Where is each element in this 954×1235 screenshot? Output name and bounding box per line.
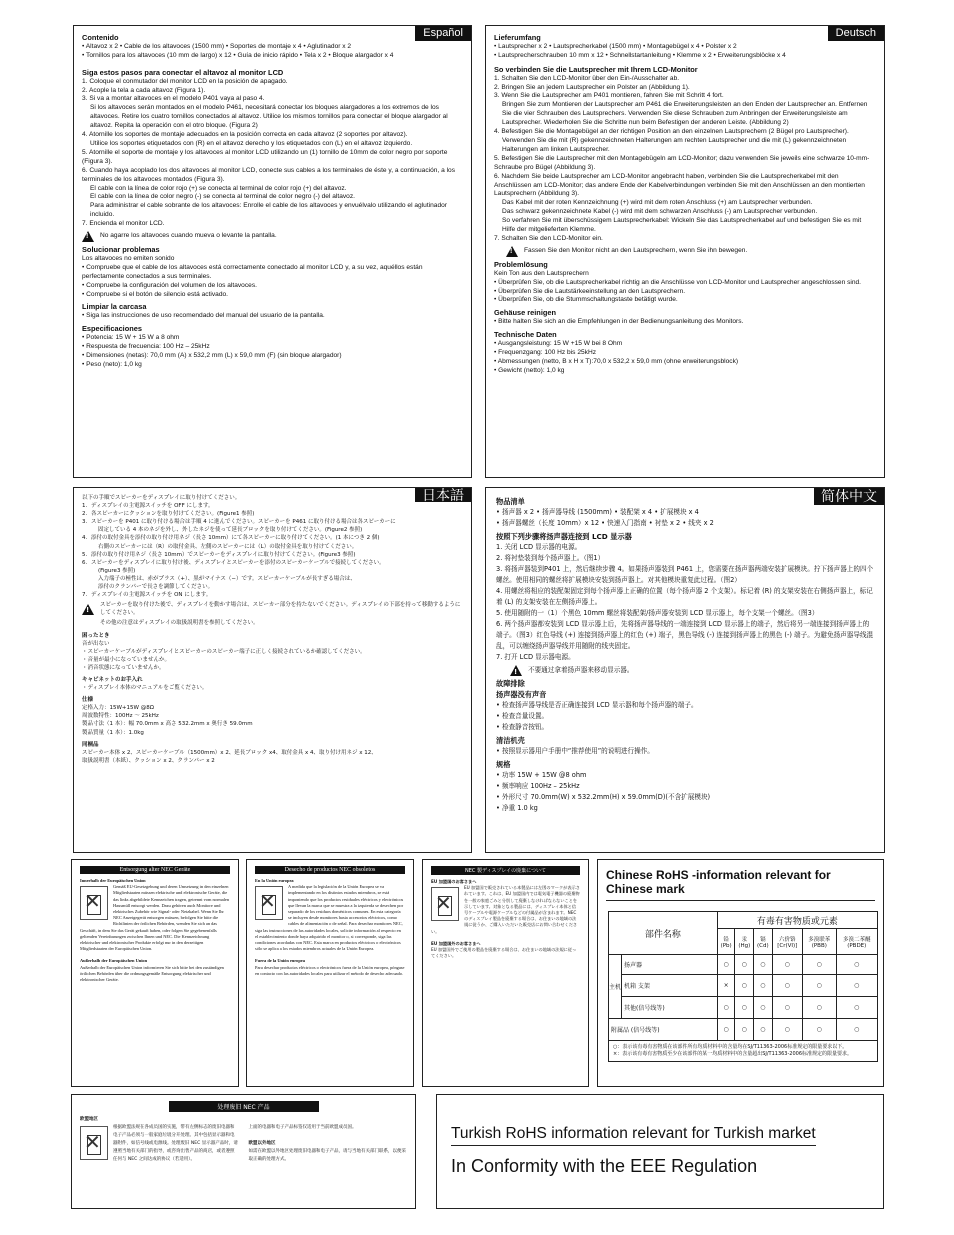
step: 5. Atornille el soporte de montaje y los altavoces al monitor LCD utilizando un (1) tornillo de 10mm de color negro por soporte (Figura 3).: [82, 148, 448, 165]
step: 3．スピーカーを P401 に取り付ける場合は手順 4 に進んでください。スピーカーを P461 に取り付ける場合は各スピーカーに: [82, 519, 396, 526]
substance-header: 多溴联苯 (PBB): [803, 929, 836, 955]
spec-line: • Potencia: 15 W + 15 W a 8 ohm: [82, 334, 180, 342]
intro: 以下の手順でスピーカーをディスプレイに取り付けてください。: [82, 495, 241, 501]
contents-line: • Lautsprecher x 2 • Lautsprecherkabel (1500 mm) • Montagebügel x 4 • Polster x 2: [494, 42, 737, 50]
clean-heading: Limpiar la carcasa: [82, 302, 147, 312]
substance-heading: 有毒有害物质或元素: [717, 912, 877, 929]
contents-line: • 扬声器 x 2 • 扬声器导线 (1500mm) • 装配架 x 4 • 扩展模块 x 4: [496, 508, 699, 516]
disposal-text: 根据欧盟法规在各成员国的实施，带有左侧标志的废旧电器和电子产品必须与一般家庭垃圾分开处理。其中包括显示器和电器附件，如信号线或电源线。处理废旧 NEC 显示器产品时，请遵照当地有关部门的指导，或咨询出售产品的商店，或者遵照任何与 NEC 之间达成的协议（若适用）。: [113, 1125, 238, 1162]
disposal-de-panel: [71, 859, 239, 1087]
disposal-text: EU 加盟国で販売されている本製品には左図のマークが表示されています。これは、EU 加盟国内では電気電子機器の廃棄物を一般の家庭ごみと分別して廃棄しなければならないことを示しています。対象となる製品には、ディスプレイ本体と信号ケーブルや電源ケーブルなどの付属品が含まれます。NEC のディスプレイ製品を廃棄する場合は、お住まいの地域の法規に従うか、ご購入いただいた販売店にお問い合わせください。: [431, 885, 580, 934]
step: 2. 将衬垫装到每个扬声器上。（图1）: [496, 554, 605, 562]
mark: ○: [754, 1019, 772, 1041]
disposal-text: EU 加盟国外でご使用の製品を廃棄する場合は、お住まいの地域の法規に従ってください。: [431, 947, 577, 959]
spec-line: • 频率响应 100Hz – 25kHz: [496, 782, 580, 790]
warning-icon: [510, 665, 522, 676]
row-name: 机箱 支架: [622, 975, 718, 997]
substance-header: 镉 (Cd): [754, 929, 772, 955]
disposal-title: NEC 製ディスプレイの廃棄について: [431, 866, 580, 875]
language-tag-ja: 日本語: [415, 488, 471, 502]
row-name: 其他(信号线等): [622, 997, 718, 1019]
disposal-subheading: Fuera de la Unión europea: [255, 958, 305, 964]
step: 4. Atornille los soportes de montaje adecuados en la posición correcta en cada altavoz (2 soportes por altavoz).: [82, 131, 408, 139]
mark: ○: [735, 997, 754, 1019]
mark: ○: [836, 997, 877, 1019]
disposal-subheading: Außerhalb der Europäischen Union: [80, 958, 148, 964]
warning-text: スピーカーを取り付けた後で、ディスプレイを動かす場合は、スピーカー部分を持たないでください。ディスプレイの下部を持って移動するようにしてください。: [100, 602, 461, 617]
step: 7. 打开 LCD 显示器电源。: [496, 653, 575, 661]
contents-heading: Lieferumfang: [494, 33, 541, 42]
spec-line: 製品質量（1 本）：1.0kg: [82, 729, 144, 736]
disposal-title: Desecho de productos NEC obsoletos: [255, 866, 405, 874]
trouble-heading: 困ったとき: [82, 632, 110, 639]
clean-heading: キャビネットのお手入れ: [82, 676, 143, 683]
mark: ○: [717, 955, 735, 975]
mark: ○: [803, 1019, 836, 1041]
mark: ○: [754, 975, 772, 997]
warning-text: Fassen Sie den Monitor nicht an den Lautsprechern, wenn Sie ihn bewegen.: [524, 246, 748, 254]
mark: ○: [836, 975, 877, 997]
disposal-subheading: 欧盟地区: [80, 1117, 98, 1122]
warning-icon: [82, 604, 94, 615]
note: その他の注意はディスプレイの取扱説明書を参照してください。: [100, 620, 259, 627]
disposal-text: Gemäß EU-Gesetzgebung und deren Umsetzung in den einzelnen Mitgliedstaaten müssen elektrische und elektronische Geräte, die das links abgebildete Kennzeichen tragen, getrennt vom normalen Hausmüll entsorgt werden. Dazu gehören auch Monitore und elektrisches Zubehör wie Signal- oder Netzkabel. Wenn Sie Ihr NEC Anzeigegerät entsorgen müssen, befolgen Sie bitte die Richtlinien der örtlichen Behörden, wenden Sie sich an das Geschäft, in dem Sie das Gerät gekauft haben, oder folgen Sie gegebenenfalls geltenden Vereinbarungen zwischen Ihnen und NEC. Die Kennzeichnung elektrischer und elektronischer Produkte erfolgt nur in den derzeitigen Mitgliedstaaten der Europäischen Union.: [80, 884, 230, 952]
trouble-line: • Überprüfen Sie, ob die Stummschaltungstaste betätigt wurde.: [494, 296, 678, 304]
mark: ○: [735, 975, 754, 997]
row-name: 附属品 (信号线等): [609, 1019, 718, 1041]
step: 1. Coloque el conmutador del monitor LCD en la posición de apagado.: [82, 77, 288, 85]
disposal-subheading: EU 加盟国外のお客さまへ: [431, 940, 481, 946]
rohs-note: ×：表示该有毒有害物质至少在该部件的某一均质材料中的含量超出SJ/T11363-2006标准规定的限量要求。: [613, 1051, 853, 1057]
disposal-es-panel: [246, 859, 414, 1087]
step: 6. Cuando haya acoplado los dos altavoces al monitor LCD, conecte sus cables a los terminales de éste y, a continuación, a los terminales de los altavoces montados (Figura 3).: [82, 166, 456, 183]
spec-line: • 功率 15W + 15W @8 ohm: [496, 771, 587, 779]
warning-text: 不要通过拿着扬声器来移动显示器。: [528, 666, 634, 674]
trouble-line: • 检查静音按钮。: [496, 723, 549, 731]
spec-heading: Technische Daten: [494, 330, 557, 340]
warning-icon: [82, 231, 94, 242]
language-tag-zh: 简体中文: [814, 488, 884, 505]
warning: [82, 601, 463, 617]
warning-icon: [506, 246, 518, 257]
crossed-bin-icon: [255, 886, 283, 920]
step-detail: El cable con la línea de color negro (-) se conecta al terminal de color negro (-) del altavoz.: [90, 193, 355, 201]
step: 3. Si va a montar altavoces en el modelo P401 vaya al paso 4.: [82, 95, 265, 103]
trouble-line: ・音量が最小になっていませんか。: [82, 656, 171, 663]
disposal-title: Entsorgung alter NEC Geräte: [80, 866, 230, 874]
mark: ○: [836, 955, 877, 975]
disposal-text: A medida que la legislación de la Unión Europea se va implementando en los distintos estados miembros, se está imponiendo que los productos residuales eléctricos y electrónicos que llevan la marca que se muestra a la izquierda se desechen por separado de los residuos domésticos comunes. En esta categoría se incluyen desde monitores hasta accesorios eléctricos, como cables de alimentación o de señal. Para desechar monitores NEC, siga las instrucciones de las autoridades locales, solicite información al respecto en el establecimiento donde haya adquirido el monitor o, si corresponde, siga las condiciones acordadas con NEC. Esta marca en productos eléctricos o electrónicos sólo se aplica a los estados miembros actuales de la Unión Europea.: [255, 884, 404, 952]
trouble-line: 音が出ない: [82, 640, 110, 647]
row-name: 扬声器: [622, 955, 718, 975]
step-detail: Si los altavoces serán montados en el modelo P461, necesitará conectar los bloques alargadores a los extremos de los altavoces. Retire los cuatro tornillos conectados al altavoz. Utilice los mismos tornillos para conectar el bloque alargador al altavoz. Repita la operación con el otro bloque. (Figura 2): [90, 104, 448, 130]
step: 5．添付の取り付け用ネジ（長さ 10mm）でスピーカーをディスプレイに取り付けてください。(Figure3 参照): [82, 551, 356, 558]
spec-line: 周波数特性：100Hz ～ 25kHz: [82, 713, 159, 720]
contents-line: 取扱説明書（本紙）、クッション x 2、クランパー x 2: [82, 757, 215, 764]
disposal-ja-panel: [422, 859, 589, 1087]
trouble-line: • Compruebe que el cable de los altavoces está correctamente conectado al monitor LCD y, a su vez, aquéllos están perfectamente conectados a sus terminales.: [82, 263, 423, 280]
rohs-table: [608, 911, 878, 1062]
step: 7．ディスプレイの主電源スイッチを ON にします。: [82, 592, 212, 599]
spec-line: • Gewicht (netto): 1,0 kg: [494, 366, 565, 374]
step: 5. 使用随附的一（1）个黑色 10mm 螺丝将装配架/扬声器安装到 LCD 显示器上，每个支架一个螺丝。（图3）: [496, 609, 819, 617]
language-tag-es: Español: [415, 26, 471, 41]
warning: [496, 665, 874, 676]
mark: ○: [717, 997, 735, 1019]
step: 7. Encienda el monitor LCD.: [82, 220, 165, 228]
warning: [494, 246, 876, 257]
step: 2. Bringen Sie an jedem Lautsprecher ein Polster an (Abbildung 1).: [494, 83, 690, 91]
trouble-line: ・スピーカーケーブルがディスプレイとスピーカーのスピーカー端子に正しく接続されているか確認してください。: [82, 648, 366, 655]
disposal-text: Außerhalb der Europäischen Union informieren Sie sich bitte bei den zuständigen örtlichen Behörden über die ordnungsgemäße Entsorgung elektrischer und elektronischer Geräte.: [80, 964, 224, 983]
spec-heading: 规格: [496, 760, 511, 769]
trouble-line: ・消音状態になっていませんか。: [82, 664, 165, 671]
rohs-tr-line: In Conformity with the EEE Regulation: [451, 1156, 758, 1176]
disposal-body: [72, 874, 238, 987]
trouble-heading: 故障排除: [496, 679, 525, 688]
mark: ○: [803, 955, 836, 975]
contents-heading: Contenido: [82, 33, 119, 42]
contents-line: • 扬声器螺丝（长度 10mm）x 12 • 快速入门指南 • 衬垫 x 2 • 线夹 x 2: [496, 519, 714, 527]
step: 3. Wenn Sie die Lautsprecher am P401 montieren, fahren Sie mit Schritt 4 fort.: [494, 92, 724, 100]
step-detail: 右側のスピーカーには（R）の取付金具、左側のスピーカーには（L）の取付金具を取り付けてください。: [98, 543, 358, 550]
spec-line: • Frequenzgang: 100 Hz bis 25kHz: [494, 349, 597, 356]
rohs-tr-title: Turkish RoHS information relevant for Turkish market: [451, 1125, 816, 1146]
disposal-subheading: EU 加盟国のお客さまへ: [431, 879, 477, 884]
contents-line: • Tornillos para los altavoces (10 mm de largo) x 12 • Guía de inicio rápido • Tela x 2 • Bloque alargador x 4: [82, 51, 394, 59]
mark: ○: [772, 1019, 803, 1041]
disposal-subheading: En la Unión europea: [255, 878, 294, 883]
mark: ×: [717, 975, 735, 997]
trouble-line: • Compruebe si el botón de silencio está activado.: [82, 290, 228, 298]
disposal-text: 如需在欧盟以外地区处理废旧电器和电子产品，请与当地有关部门联系，以便采取正确的处理方式。: [248, 1149, 406, 1162]
clean-line: ・ディスプレイ本体のマニュアルをご覧ください。: [82, 685, 208, 692]
step-detail: 固定している 4 本のネジを外し、外したネジを使って延長ブロックを取り付けてください。(Figure2 参照): [98, 527, 363, 534]
mark: ○: [735, 955, 754, 975]
rohs-cn-title: Chinese RoHS -information relevant for Chinese mark: [606, 868, 875, 901]
trouble-line: Los altavoces no emiten sonido: [82, 254, 175, 262]
step-detail: Para administrar el cable sobrante de los altavoces: Enrolle el cable de los altavoces y envuélvalo utilizando el aglutinador incluido.: [90, 202, 448, 219]
step-detail: So verfahren Sie mit überschüssigem Lautsprecherkabel: Wickeln Sie das Lautsprecherkabel auf und befestigen Sie es mit Hilfe der mitgelieferten Klemme.: [502, 217, 862, 234]
rohs-tr-panel: [436, 1094, 884, 1209]
step: 1. 关闭 LCD 显示器的电源。: [496, 543, 582, 551]
spanish-panel: [73, 25, 472, 478]
contents-heading: 物品清单: [496, 497, 525, 506]
substance-header: 六价铬 [Cr(VI)]: [772, 929, 803, 955]
disposal-subheading: Innerhalb der Europäischen Union: [80, 878, 146, 883]
group-label: 主机: [609, 955, 622, 1019]
clean-line: • Bitte halten Sie sich an die Empfehlungen in der Bedienungsanleitung des Monitors.: [494, 318, 744, 326]
trouble-subheading: 扬声器没有声音: [496, 690, 547, 699]
clean-heading: Gehäuse reinigen: [494, 308, 557, 318]
disposal-body: [247, 874, 413, 981]
crossed-bin-icon: [80, 886, 108, 920]
warning: [82, 231, 463, 242]
spec-line: 製品寸法（1 本）：幅 70.0mm x 高さ 532.2mm x 奥行き 59.0mm: [82, 721, 253, 728]
step: 2．各スピーカーにクッションを取り付けてください。(Figure1 参照): [82, 511, 255, 518]
crossed-bin-icon: [431, 887, 459, 921]
disposal-subheading: 欧盟以外地区: [248, 1141, 276, 1146]
disposal-cn-panel: [71, 1094, 416, 1209]
german-panel: [485, 25, 885, 478]
step-detail: (Figure3 参照): [98, 567, 136, 574]
mark: ○: [772, 975, 803, 997]
spec-line: • Abmessungen (netto, B x H x T):70,0 x 532,2 x 59,0 mm (ohne erweiterungsblock): [494, 357, 739, 365]
spec-heading: Especificaciones: [82, 324, 142, 334]
rohs-cn-panel: [597, 859, 884, 1087]
mark: ○: [754, 955, 772, 975]
step-detail: Das Kabel mit der roten Kennzeichnung (+) wird mit dem roten Anschluss (+) am Lautsprecher verbunden.: [502, 199, 813, 207]
step-detail: 添付のクランパーで長さを調節してください。: [98, 584, 214, 591]
trouble-line: • 检查音量设置。: [496, 712, 549, 720]
contents-line: • Lautsprecherschrauben 10 mm x 12 • Schnellstartanleitung • Klemme x 2 • Erweiterungsblöcke x 4: [494, 51, 786, 59]
contents-line: • Altavoz x 2 • Cable de los altavoces (1500 mm) • Soportes de montaje x 4 • Aglutinador x 2: [82, 42, 352, 50]
clean-line: • 按照显示器用户手册中“推荐使用”的说明进行操作。: [496, 747, 654, 755]
trouble-line: • Überprüfen Sie, ob die Lautsprecherkabel richtig an die Anschlüsse von LCD-Monitor und Lautsprecher angeschlossen sind.: [494, 278, 862, 286]
disposal-body: [423, 875, 588, 963]
trouble-line: • 检查扬声器导线是否正确连接到 LCD 显示器和每个扬声器的端子。: [496, 701, 698, 709]
spec-line: • 净重 1.0 kg: [496, 804, 538, 812]
mark: ○: [735, 1019, 754, 1041]
part-header: 部件名称: [609, 912, 718, 955]
step: 4. 用螺丝将相应的装配架固定到每个扬声器上正确的位置（每个扬声器 2 个支架）。标记着 (R) 的支架安装在右侧扬声器上，标记着 (L) 的支架安装在左侧扬声器上。: [496, 587, 873, 606]
mark: ○: [717, 1019, 735, 1041]
step: 1. Schalten Sie den LCD-Monitor über den Ein-/Ausschalter ab.: [494, 74, 680, 82]
step-detail: Bringen Sie zum Montieren der Lautsprecher am P461 die Erweiterungsleisten an den Enden der Lautsprecher an. Entfernen Sie die vier Schrauben des Lautsprechers. Verwenden Sie diese Schrauben zum Anbringen der Erweiterungsleiste am Lautsprecher. Wiederholen Sie die Schritte nun beim Befestigen der anderen Leiste. (Abbildung 2): [502, 101, 868, 127]
step-detail: Utilice los soportes etiquetados con (R) en el altavoz derecho y los etiquetados con (L) en el altavoz izquierdo.: [90, 139, 413, 147]
disposal-text: 上面的电器和电子产品标签仅适用于当前欧盟成员国。: [248, 1125, 357, 1130]
mark: ○: [836, 1019, 877, 1041]
warning-text: No agarre los altavoces cuando mueva o levante la pantalla.: [100, 232, 277, 240]
disposal-body: [72, 1112, 415, 1168]
mark: ○: [772, 955, 803, 975]
mark: ○: [772, 997, 803, 1019]
step-detail: 入力端子の極性は、赤がプラス（+）、黒がマイナス（−）です。スピーカーケーブルが長すぎる場合は、: [98, 575, 356, 582]
step: 1．ディスプレイの主電源スイッチを OFF にします。: [82, 503, 214, 510]
step: 6．スピーカーをディスプレイに取り付け後、ディスプレイとスピーカーを添付のスピーカーケーブルで接続してください。: [82, 559, 385, 566]
clean-line: • Siga las instrucciones de uso recomendado del manual del usuario de la pantalla.: [82, 312, 325, 320]
steps-heading: So verbinden Sie die Lautsprecher mit Ihrem LCD-Monitor: [494, 64, 698, 74]
spec-line: • Ausgangsleistung: 15 W +15 W bei 8 Ohm: [494, 340, 623, 348]
substance-header: 汞 (Hg): [735, 929, 754, 955]
japanese-panel: [73, 487, 472, 853]
mark: ○: [803, 975, 836, 997]
step: 2. Acople la tela a cada altavoz (Figura 1).: [82, 86, 206, 94]
disposal-text: Para desechar productos eléctricos o electrónicos fuera de la Unión europea, póngase en contacto con las autoridades locales para utilizar el método de desecho adecuado.: [255, 964, 405, 976]
step-detail: El cable con la línea de color rojo (+) se conecta al terminal de color rojo (+) del altavoz.: [90, 184, 347, 192]
mark: ○: [803, 997, 836, 1019]
step: 7. Schalten Sie den LCD-Monitor ein.: [494, 234, 603, 242]
substance-header: 多溴二苯醚 (PBDE): [836, 929, 877, 955]
step: 5. Befestigen Sie die Lautsprecher mit den Montagebügeln am LCD-Monitor; dazu verwenden Sie jeweils eine schwarze 10-mm-Schraube pro Bügel (Abbildung 3).: [494, 154, 870, 171]
steps-heading: 按照下列步骤将扬声器连接到 LCD 显示器: [496, 532, 632, 541]
rohs-note: ○：表示该有毒有害物质在该部件所有均质材料中的含量均在SJ/T11363-2006标准规定的限量要求以下。: [613, 1044, 848, 1050]
spec-line: • 外形尺寸 70.0mm(W) x 532.2mm(H) x 59.0mm(D)(不含扩展模块): [496, 793, 711, 801]
spec-line: • Dimensiones (netas): 70,0 mm (A) x 532,2 mm (L) x 59,0 mm (F) (sin bloque alargador): [82, 352, 342, 359]
trouble-line: Kein Ton aus den Lautsprechern: [494, 269, 589, 277]
step: 6. Nachdem Sie beide Lautsprecher am LCD-Monitor angebracht haben, verbinden Sie die Lautsprecherkabel mit den Anschlüssen am LCD-Monitor; das andere Ende der Kabelverbindungen verbinden Sie mit den Anschlüssen an den montierten Lautsprechern (Abbildung 3).: [494, 172, 865, 198]
contents-heading: 同梱品: [82, 741, 99, 748]
spec-heading: 仕様: [82, 697, 94, 704]
spec-line: • Respuesta de frecuencia: 100 Hz – 25kHz: [82, 343, 210, 351]
disposal-title: 处理废旧 NEC 产品: [169, 1101, 319, 1112]
crossed-bin-icon: [80, 1126, 108, 1160]
mark: ○: [754, 997, 772, 1019]
step: 4. Befestigen Sie die Montagebügel an der richtigen Position an den einzelnen Lautsprechern (2 Bügel pro Lautsprecher).: [494, 128, 849, 136]
substance-header: 铅 (Pb): [717, 929, 735, 955]
spec-line: • Peso (neto): 1,0 kg: [82, 360, 142, 368]
language-tag-de: Deutsch: [828, 26, 884, 41]
step: 4．添付の取付金具を添付の取り付け用ネジ（長さ 10mm）にて各スピーカーに取り付けてください。(1 本につき 2 個): [82, 535, 380, 542]
step-detail: Verwenden Sie die mit (R) gekennzeichneten Halterungen am rechten Lautsprecher und die mit (L) gekennzeichneten Halterungen am linken Lautsprecher.: [502, 136, 847, 153]
spec-line: 定格入力：15W+15W @8Ω: [82, 705, 154, 712]
contents-line: スピーカー本体 x 2、スピーカーケーブル（1500mm）x 2、延長ブロック x4、取付金具 x 4、取り付け用ネジ x 12、: [82, 749, 377, 756]
step-detail: Das schwarz gekennzeichnete Kabel (-) wird mit dem schwarzen Anschluss (-) am Lautsprecher verbunden.: [502, 208, 818, 216]
trouble-line: • Überprüfen Sie die Lautstärkeeinstellung an den Lautsprechern.: [494, 287, 686, 295]
trouble-heading: Problemlösung: [494, 259, 548, 269]
steps-heading: Siga estos pasos para conectar el altavoz al monitor LCD: [82, 67, 284, 77]
chinese-panel: [485, 487, 885, 853]
step: 3. 将扬声器装到P401 上，然后继续步骤 4。如果扬声器装到 P461 上，您需要在扬声器两端安装扩展模块。拧下扬声器上的四个螺丝。使用相同的螺丝将扩展模块安装到扬声器上。对其他模块重复此过程。（图2）: [496, 565, 874, 584]
trouble-heading: Solucionar problemas: [82, 245, 160, 255]
step: 6. 两个扬声器都安装到 LCD 显示器上后，先将扬声器导线的一端连接到 LCD 显示器上的端子，然后将另一端连接到扬声器上的端子。（图3）红色导线 (+) 连接到扬声器上的红色 (+) 端子，黑色导线 (-) 连接到扬声器上的黑色 (-) 端子。为避免扬声器导线混乱，可以缠绕扬声器导线并用随附的线夹固定。: [496, 620, 874, 650]
trouble-line: • Compruebe la configuración del volumen de los altavoces.: [82, 281, 257, 289]
clean-heading: 清洁机壳: [496, 736, 525, 745]
